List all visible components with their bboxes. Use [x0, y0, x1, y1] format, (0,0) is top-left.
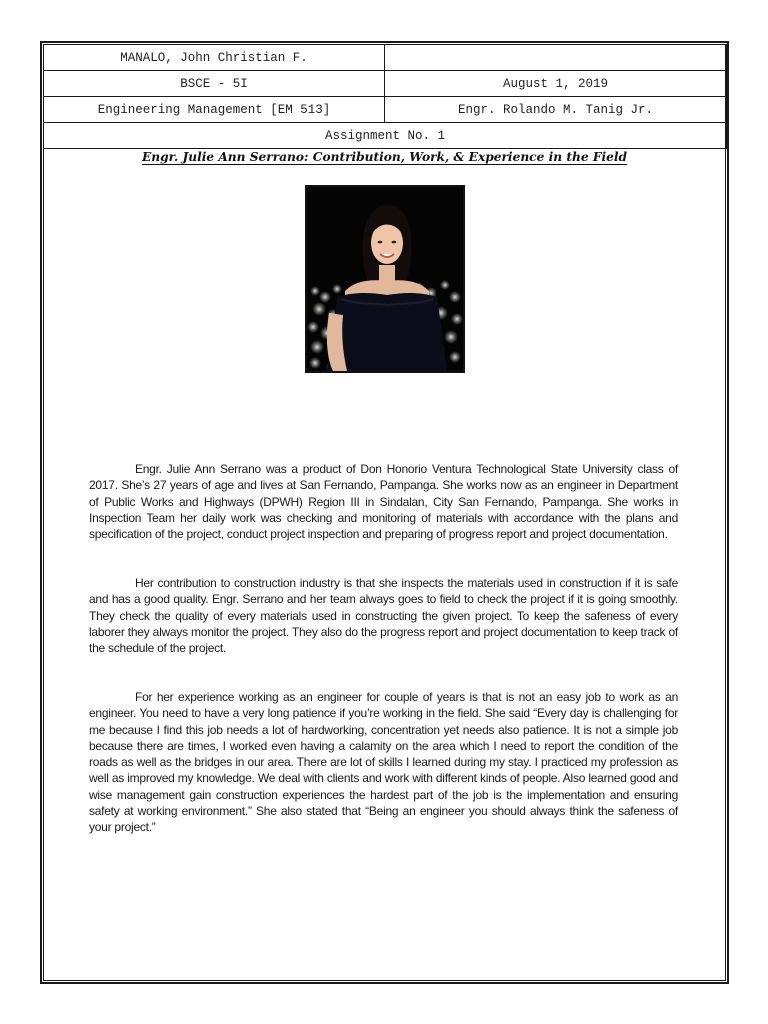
header-row-3 [44, 97, 727, 123]
subject-cell: Engineering Management [EM 513] [44, 97, 385, 123]
paragraph-3 [89, 689, 678, 836]
instructor-cell: Engr. Rolando M. Tanig Jr. [385, 97, 727, 123]
course-section-cell: BSCE - 5I [44, 71, 385, 97]
portrait-illustration [307, 187, 463, 371]
paragraph-3-text: For her experience working as an engineer for couple of years is that is not an easy job to work as an engineer. You need to have a very long patience if you’re working in the field. She said “Every day is challenging for me because I find this job needs a lot of hardworking, concentration yet needs also patience. It is not a simple job because there are times, I worked even having a calamity on the area which I need to report the condition of the roads as well as the bridges in our area. There are lot of skills I learned during my stay. I practiced my profession as well as improved my knowledge. We deal with clients and work with different kinds of people. Also learned good and wise management gain construction experiences the hardest part of the job is the implementation and ensuring safety at working environment.” She also stated that “Being an engineer you should always think the safeness of your project.” [89, 690, 678, 835]
header-table [43, 44, 727, 149]
paragraph-2 [89, 575, 678, 656]
document-title [43, 150, 726, 164]
header-row-2 [44, 71, 727, 97]
paragraph-2-text: Her contribution to construction industry is that she inspects the materials used in construction if it is safe and has a good quality. Engr. Serrano and her team always goes to field to check the project if it is going smoothly. They check the quality of every materials used in constructing the given project. To keep the safeness of every laborer they always monitor the project. They also do the progress report and project documentation to keep track of the schedule of the project. [89, 576, 678, 656]
profile-photo [305, 185, 465, 373]
document-title-text: Engr. Julie Ann Serrano: Contribution, Work, & Experience in the Field [141, 150, 628, 164]
blank-cell [385, 45, 727, 71]
date-cell: August 1, 2019 [385, 71, 727, 97]
header-row-1 [44, 45, 727, 71]
student-name-cell: MANALO, John Christian F. [44, 45, 385, 71]
paragraph-1-text: Engr. Julie Ann Serrano was a product of Don Honorio Ventura Technological State University class of 2017. She’s 27 years of age and lives at San Fernando, Pampanga. She works now as an engineer in Department of Public Works and Highways (DPWH) Region III in Sindalan, City San Fernando, Pampanga. She works in Inspection Team her daily work was checking and monitoring of materials with accordance with the plans and specification of the project, conduct project inspection and preparing of progress report and project documentation. [89, 462, 678, 542]
header-row-4 [44, 123, 727, 149]
assignment-cell: Assignment No. 1 [44, 123, 727, 149]
paragraph-1 [89, 461, 678, 542]
